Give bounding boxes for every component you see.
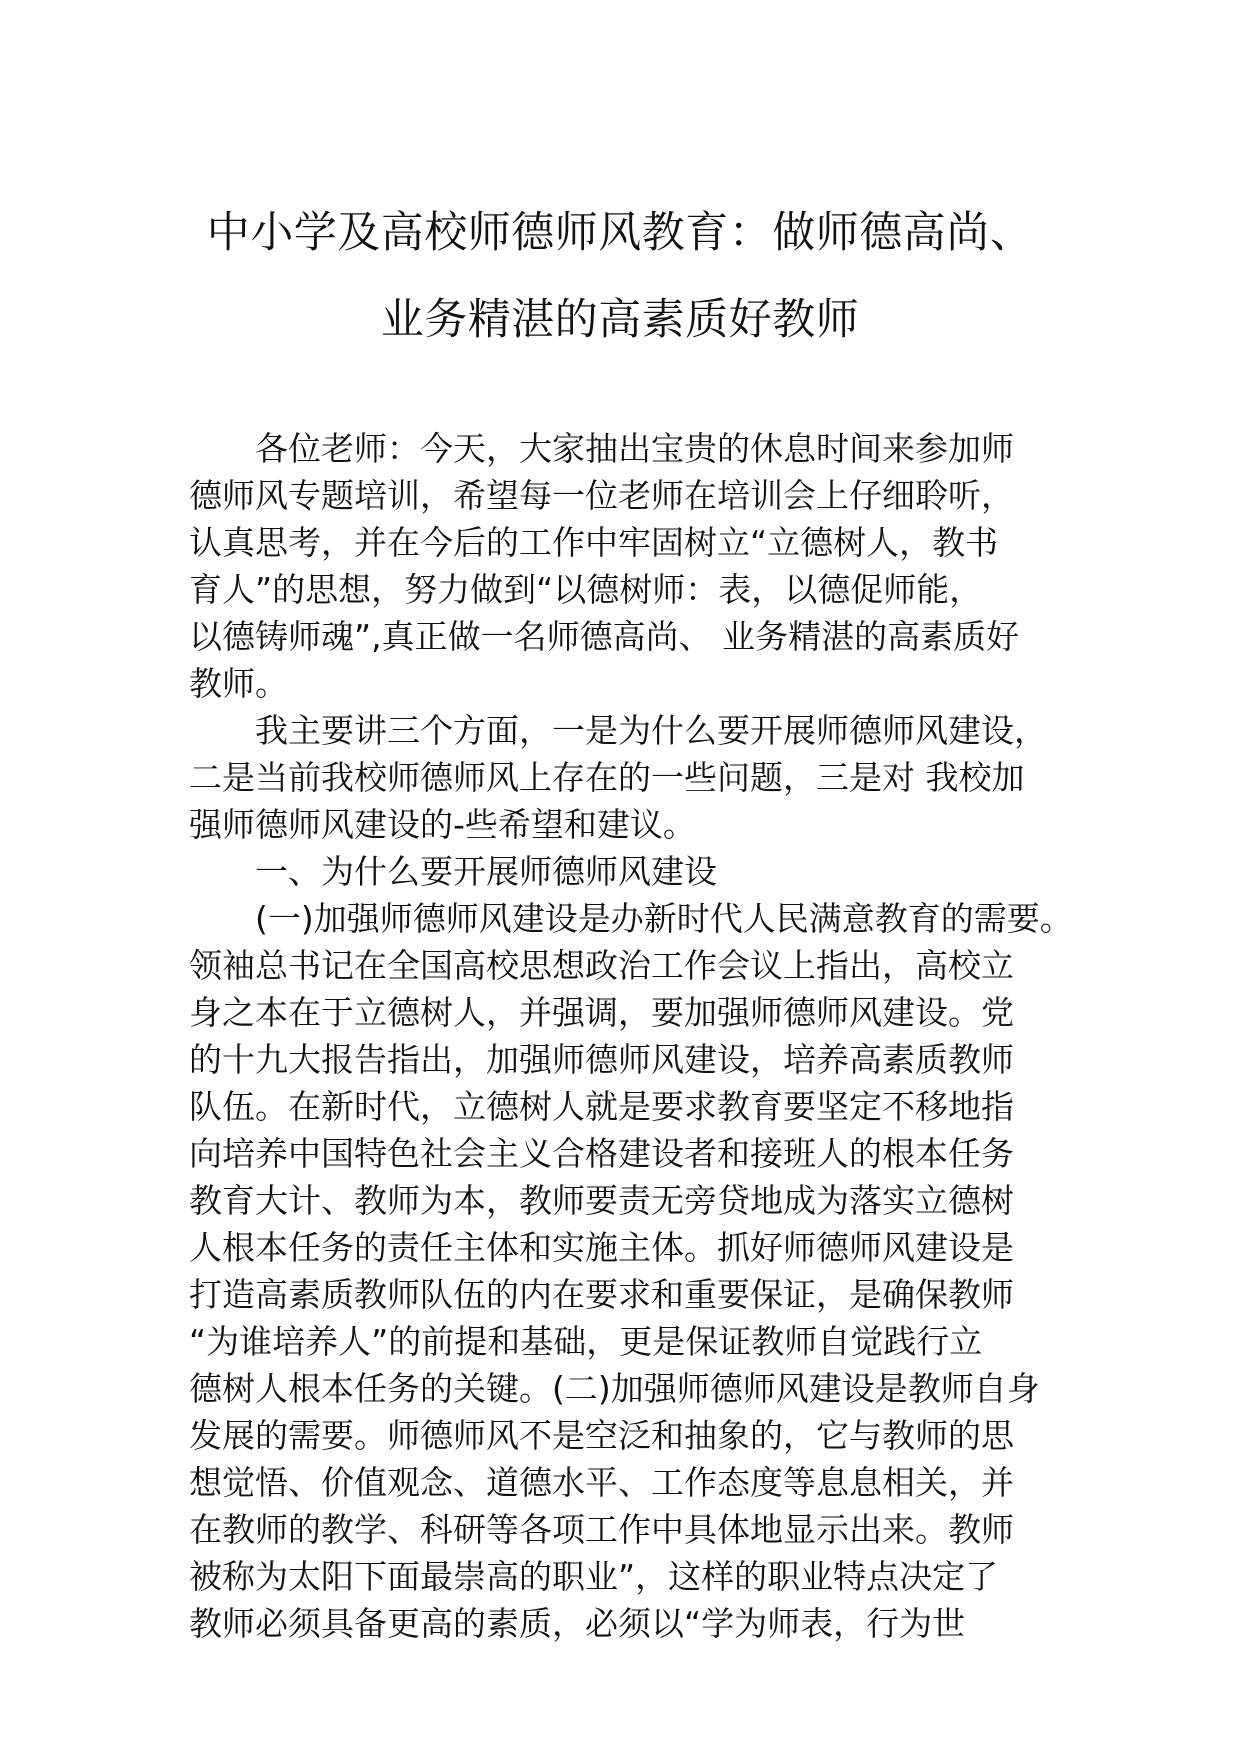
body-line: 发展的需要。师德师风不是空泛和抽象的，它与教师的思 bbox=[189, 1416, 1014, 1455]
body-line: 德树人根本任务的关键。(二)加强师德师风建设是教师自身 bbox=[189, 1369, 1040, 1408]
body-line: 二是当前我校师德师风上存在的一些问题，三是对 我校加 bbox=[189, 758, 1025, 797]
body-line: 被称为太阳下面最崇高的职业”，这样的职业特点决定了 bbox=[189, 1557, 999, 1596]
body-line: 认真思考，并在今后的工作中牢固树立“立德树人，教书 bbox=[189, 523, 999, 562]
document-title bbox=[0, 208, 1240, 345]
body-line: 领袖总书记在全国高校思想政治工作会议上指出，高校立 bbox=[189, 946, 1014, 985]
body-line: 育人”的思想，努力做到“以德树师：表，以德促师能， bbox=[189, 570, 983, 609]
body-line: 的十九大报告指出，加强师德师风建设，培养高素质教师 bbox=[189, 1040, 1014, 1079]
body-line: 打造高素质教师队伍的内在要求和重要保证，是确保教师 bbox=[189, 1275, 1014, 1314]
body-line: 强师德师风建设的-些希望和建议。 bbox=[189, 805, 696, 844]
body-line: 以德铸师魂”,真正做一名师德高尚、 业务精湛的高素质好 bbox=[189, 617, 1020, 656]
body-line: 我主要讲三个方面，一是为什么要开展师德师风建设， bbox=[255, 711, 1047, 750]
body-line: 教育大计、教师为本，教师要责无旁贷地成为落实立德树 bbox=[189, 1181, 1014, 1220]
body-line: 想觉悟、价值观念、道德水平、工作态度等息息相关，并 bbox=[189, 1463, 1014, 1502]
title-line-2: 业务精湛的高素质好教师 bbox=[380, 295, 860, 345]
body-line: 德师风专题培训，希望每一位老师在培训会上仔细聆听， bbox=[189, 476, 1014, 515]
body-line: 队伍。在新时代，立德树人就是要求教育要坚定不移地指 bbox=[189, 1087, 1014, 1126]
body-line: 身之本在于立德树人，并强调，要加强师德师风建设。党 bbox=[189, 993, 1014, 1032]
body-line: 教师必须具备更高的素质，必须以“学为师表，行为世 bbox=[189, 1604, 966, 1643]
body-line: 向培养中国特色社会主义合格建设者和接班人的根本任务 bbox=[189, 1134, 1014, 1173]
body-line: 在教师的教学、科研等各项工作中具体地显示出来。教师 bbox=[189, 1510, 1014, 1549]
title-line-1: 中小学及高校师德师风教育：做师德高尚、 bbox=[206, 208, 1034, 258]
body-line: 一、为什么要开展师德师风建设 bbox=[255, 852, 717, 891]
body-line: 各位老师：今天，大家抽出宝贵的休息时间来参加师 bbox=[255, 429, 1014, 468]
body-line: (一)加强师德师风建设是办新时代人民满意教育的需要。 bbox=[255, 899, 1073, 938]
body-line: 教师。 bbox=[189, 664, 288, 703]
body-line: 人根本任务的责任主体和实施主体。抓好师德师风建设是 bbox=[189, 1228, 1014, 1267]
document-body bbox=[189, 425, 1089, 1647]
body-line: “为谁培养人”的前提和基础，更是保证教师自觉践行立 bbox=[189, 1322, 983, 1361]
